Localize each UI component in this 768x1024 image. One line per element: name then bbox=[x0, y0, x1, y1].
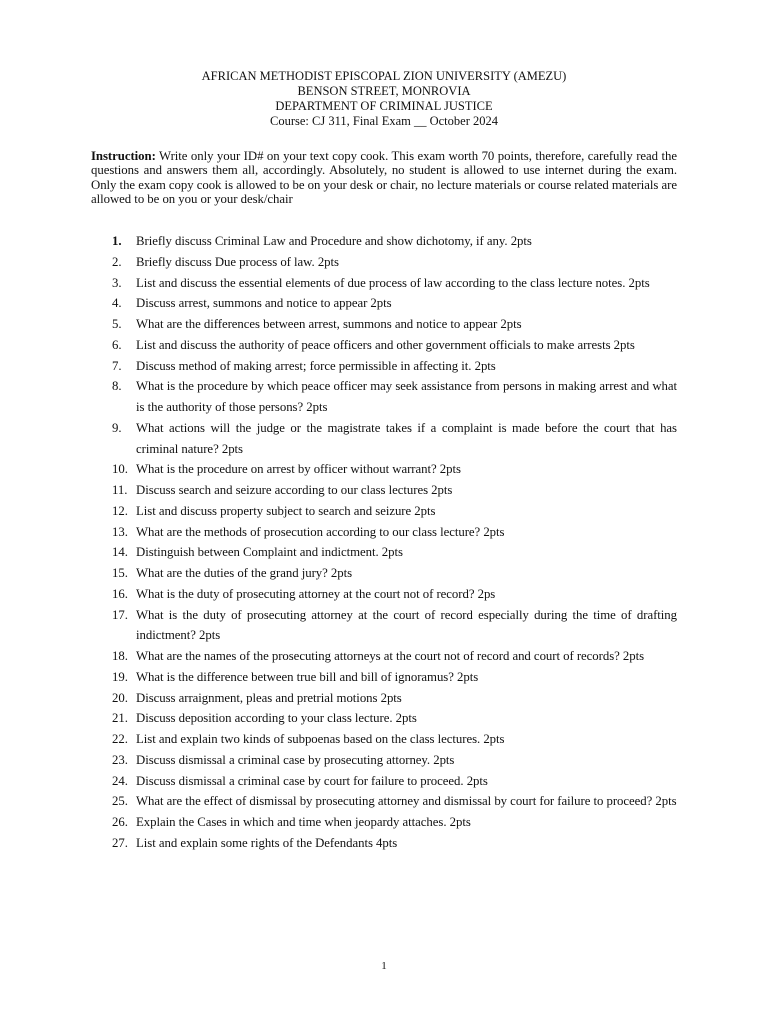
question-text: Discuss dismissal a criminal case by prosecuting attorney. 2pts bbox=[136, 752, 455, 767]
question-text: What actions will the judge or the magistrate takes if a complaint is made before the court that has criminal nature? 2pts bbox=[136, 420, 677, 456]
question-number: 15. bbox=[112, 566, 128, 580]
question-text: What is the procedure on arrest by officer without warrant? 2pts bbox=[136, 462, 461, 477]
question-number: 24. bbox=[112, 773, 128, 788]
question-text: List and explain two kinds of subpoenas based on the class lectures. 2pts bbox=[136, 732, 505, 746]
question-item bbox=[91, 563, 677, 584]
question-text: What is the duty of prosecuting attorney at the court of record especially during the time of drafting indictment? 2pts bbox=[136, 607, 677, 643]
question-number: 22. bbox=[112, 732, 128, 746]
question-number: 10. bbox=[112, 462, 128, 477]
question-text: What are the duties of the grand jury? 2pts bbox=[136, 566, 353, 580]
question-text: What are the methods of prosecution according to our class lecture? 2pts bbox=[136, 524, 505, 539]
question-text: What is the difference between true bill and bill of ignoramus? 2pts bbox=[136, 669, 479, 684]
question-text: List and discuss property subject to search and seizure 2pts bbox=[136, 503, 436, 518]
question-item bbox=[91, 646, 677, 667]
question-number: 16. bbox=[112, 586, 128, 601]
instruction-text: Write only your ID# on your text copy cook. This exam worth 70 points, therefore, carefully read the questions and answers them all, accordingly. Absolutely, no student is allowed to use internet during the exam. Only the exam copy cook is allowed to be on your desk or chair, no lecture materials or course related materials are allowed to be on you or your desk/chair bbox=[91, 149, 677, 207]
question-item bbox=[91, 273, 677, 294]
question-text: Explain the Cases in which and time when jeopardy attaches. 2pts bbox=[136, 815, 471, 829]
question-number: 20. bbox=[112, 690, 128, 705]
question-item bbox=[91, 812, 677, 833]
question-number: 12. bbox=[112, 503, 128, 518]
question-text: Discuss search and seizure according to our class lectures 2pts bbox=[136, 483, 453, 497]
question-number: 19. bbox=[112, 669, 128, 684]
university-address: BENSON STREET, MONROVIA bbox=[297, 84, 471, 98]
question-number: 4. bbox=[112, 296, 122, 311]
question-item bbox=[91, 522, 677, 543]
question-list bbox=[91, 231, 677, 854]
question-number: 14. bbox=[112, 545, 128, 560]
question-number: 23. bbox=[112, 752, 128, 767]
course-info: Course: CJ 311, Final Exam __ October 2024 bbox=[270, 114, 498, 128]
question-item bbox=[91, 376, 677, 418]
question-number: 18. bbox=[112, 649, 128, 663]
question-item bbox=[91, 356, 677, 377]
question-number: 7. bbox=[112, 358, 122, 373]
question-text: List and discuss the essential elements of due process of law according to the class lecture notes. 2pts bbox=[136, 275, 650, 290]
question-text: What is the duty of prosecuting attorney at the court not of record? 2ps bbox=[136, 586, 496, 601]
question-number: 9. bbox=[112, 420, 122, 435]
question-text: Discuss arrest, summons and notice to appear 2pts bbox=[136, 296, 392, 311]
question-item bbox=[91, 584, 677, 605]
question-number: 21. bbox=[112, 711, 128, 726]
question-number: 2. bbox=[112, 254, 122, 269]
question-item bbox=[91, 771, 677, 792]
question-item bbox=[91, 231, 677, 252]
question-number: 25. bbox=[112, 794, 128, 809]
question-number: 17. bbox=[112, 607, 128, 622]
question-text: Discuss arraignment, pleas and pretrial motions 2pts bbox=[136, 690, 402, 705]
question-item bbox=[91, 667, 677, 688]
question-item bbox=[91, 501, 677, 522]
question-item bbox=[91, 542, 677, 563]
question-number: 27. bbox=[112, 835, 128, 850]
question-item bbox=[91, 729, 677, 750]
question-number: 5. bbox=[112, 317, 122, 331]
page-number: 1 bbox=[381, 960, 387, 972]
question-item bbox=[91, 605, 677, 647]
question-number: 26. bbox=[112, 815, 128, 829]
question-text: Discuss deposition according to your class lecture. 2pts bbox=[136, 711, 417, 726]
question-item bbox=[91, 335, 677, 356]
question-text: What are the names of the prosecuting attorneys at the court not of record and court of records? 2pts bbox=[136, 649, 645, 663]
instruction-paragraph bbox=[91, 149, 677, 207]
question-item bbox=[91, 252, 677, 273]
department-name: DEPARTMENT OF CRIMINAL JUSTICE bbox=[275, 99, 493, 113]
question-number: 11. bbox=[112, 483, 128, 497]
question-item bbox=[91, 459, 677, 480]
question-number: 1. bbox=[112, 234, 122, 248]
question-text: Discuss method of making arrest; force permissible in affecting it. 2pts bbox=[136, 358, 496, 373]
question-text: Distinguish between Complaint and indictment. 2pts bbox=[136, 545, 403, 560]
question-item bbox=[91, 833, 677, 854]
question-number: 13. bbox=[112, 524, 128, 539]
question-item bbox=[91, 314, 677, 335]
question-item bbox=[91, 418, 677, 460]
question-text: What are the differences between arrest, summons and notice to appear 2pts bbox=[136, 317, 522, 331]
question-text: What is the procedure by which peace officer may seek assistance from persons in making arrest and what is the authority of those persons? 2pts bbox=[136, 379, 677, 414]
question-number: 3. bbox=[112, 275, 122, 290]
question-item bbox=[91, 791, 677, 812]
question-text: Briefly discuss Criminal Law and Procedure and show dichotomy, if any. 2pts bbox=[136, 234, 532, 248]
question-item bbox=[91, 480, 677, 501]
question-number: 8. bbox=[112, 379, 122, 394]
instruction-label: Instruction: bbox=[91, 149, 156, 163]
university-name: AFRICAN METHODIST EPISCOPAL ZION UNIVERSITY (AMEZU) bbox=[201, 69, 567, 83]
question-number: 6. bbox=[112, 337, 122, 352]
question-text: What are the effect of dismissal by prosecuting attorney and dismissal by court for failure to proceed? 2pts bbox=[136, 794, 677, 809]
question-text: Discuss dismissal a criminal case by court for failure to proceed. 2pts bbox=[136, 773, 488, 788]
question-item bbox=[91, 750, 677, 771]
question-text: List and explain some rights of the Defendants 4pts bbox=[136, 835, 398, 850]
question-text: List and discuss the authority of peace officers and other government officials to make arrests 2pts bbox=[136, 337, 635, 352]
question-item bbox=[91, 688, 677, 709]
question-text: Briefly discuss Due process of law. 2pts bbox=[136, 254, 339, 269]
question-item bbox=[91, 708, 677, 729]
question-item bbox=[91, 293, 677, 314]
document-header bbox=[0, 69, 768, 129]
